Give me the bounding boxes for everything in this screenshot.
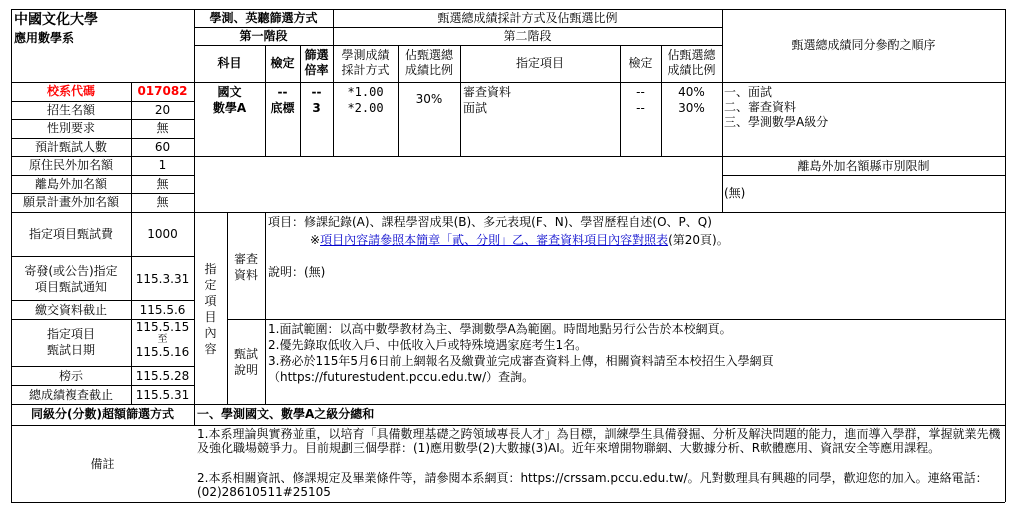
check-2: 底標 [270, 101, 295, 115]
subject-1: 國文 [217, 85, 242, 99]
stage2-item-1: 審查資料 [463, 85, 512, 99]
vertical-label-1: 指 [204, 262, 217, 276]
submit-deadline-label: 繳交資料截止 [34, 303, 107, 317]
expected-count-value: 60 [154, 140, 171, 154]
vertical-label-2: 定 [204, 278, 217, 292]
tie-order-1: 一、面試 [724, 85, 773, 99]
vertical-label-5: 內 [204, 326, 217, 340]
tie-order-3: 三、學測數學A級分 [724, 115, 829, 129]
review-desc: 說明：(無) [268, 265, 326, 279]
gender-value: 無 [156, 121, 169, 135]
island-limit-title: 離島外加名額縣市別限制 [797, 159, 930, 173]
vertical-label-6: 容 [204, 342, 217, 356]
quota-label: 招生名額 [46, 103, 95, 117]
gender-label: 性別要求 [46, 121, 95, 135]
island-limit-value: (無) [724, 186, 746, 200]
stage2-pct-1: 40% [678, 85, 705, 99]
ratio-1: -- [311, 85, 322, 99]
interview-label-2: 說明 [233, 363, 258, 377]
pct-line1: 佔甄選總 [404, 48, 453, 62]
review-label-1: 審查 [233, 252, 258, 266]
exam-date-end: 115.5.16 [135, 345, 190, 359]
review-note-link[interactable]: 項目內容請參照本簡章「貳、分則」乙、審查資料項目內容對照表 [320, 233, 669, 247]
tie-screen-label: 同級分(分數)超額篩選方式 [31, 407, 174, 421]
vertical-label-4: 目 [204, 310, 217, 324]
screen-ratio-line1: 篩選 [304, 48, 329, 62]
stage2-check-1: -- [636, 85, 645, 99]
test-calc-line2: 採計方式 [341, 63, 390, 77]
vision-value: 無 [156, 195, 169, 209]
screening-method-header: 學測、英聽篩選方式 [209, 11, 318, 25]
calc-2: *2.00 [347, 101, 384, 115]
result-label: 榜示 [58, 369, 83, 383]
pct-line2: 成績比例 [404, 63, 453, 77]
expected-count-label: 預計甄試人數 [34, 140, 107, 154]
remarks-label: 備註 [90, 457, 115, 471]
review-note-prefix: ※ [310, 233, 321, 247]
interview-line-1: 1.面試範圍：以高中數學教材為主、學測數學A為範圍。時間地點另行公告於本校網頁。 [268, 322, 732, 336]
quota-value: 20 [154, 103, 171, 117]
fee-label: 指定項目甄試費 [28, 227, 113, 241]
interview-line-4: （https://futurestudent.pccu.edu.tw/）查詢。 [268, 370, 535, 384]
stage2-pct: 30% [415, 92, 443, 106]
interview-line-2: 2.優先錄取低收入戶、中低收入戶或特殊境遇家庭考生1名。 [268, 338, 588, 352]
stage2-header: 第二階段 [503, 29, 552, 43]
test-calc-line1: 學測成績 [341, 48, 390, 62]
submit-deadline-value: 115.5.6 [139, 303, 186, 317]
exam-date-to: 至 [157, 334, 168, 345]
review-label-2: 資料 [233, 268, 258, 282]
exam-date-start: 115.5.15 [135, 320, 190, 334]
dept-name: 應用數學系 [14, 31, 75, 45]
ratio-2: 3 [312, 101, 321, 115]
interview-label-1: 甄試 [233, 347, 258, 361]
recheck-value: 115.5.31 [135, 388, 190, 402]
tie-screen-value: 一、學測國文、數學A之級分總和 [197, 407, 375, 421]
review-note [310, 233, 729, 247]
tie-order-2: 二、審查資料 [724, 100, 797, 114]
school-code-label: 校系代碼 [46, 84, 95, 98]
subject-header: 科目 [217, 56, 242, 70]
pct2-line1: 佔甄選總 [667, 48, 716, 62]
check2-header: 檢定 [628, 56, 653, 70]
island-label: 離島外加名額 [34, 177, 107, 191]
tie-order-header: 甄選總成績同分參酌之順序 [791, 38, 936, 52]
result-value: 115.5.28 [135, 369, 190, 383]
remarks-1: 1.本系理論與實務並重，以培育「具備數理基礎之跨領域專長人才」為目標，訓練學生具備發掘、分析及解決問題的能力，進而導入學群，掌握就業先機及強化職場競爭力。目前規劃三個學群：(1)應用數學(2)大數據(3)AI。近年來增開物聯網、大數據分析、R軟體應用、資訊安全等應用課程。 [197, 427, 1001, 455]
stage2-pct-2: 30% [678, 101, 705, 115]
vertical-label-3: 項 [204, 294, 217, 308]
vision-label: 願景計畫外加名額 [22, 195, 119, 209]
stage2-item-2: 面試 [463, 101, 488, 115]
remarks-2: 2.本系相關資訊、修課規定及畢業條件等，請參閱本系網頁：https://crssam.pccu.edu.tw/。凡對數理具有興趣的同學，歡迎您的加入。連絡電話：(02)28610511#25105 [197, 471, 988, 499]
review-note-suffix: (第20頁)。 [668, 233, 729, 247]
island-value: 無 [156, 177, 169, 191]
review-items: 項目：修課紀錄(A)、課程學習成果(B)、多元表現(F、N)、學習歷程自述(O、P、Q) [268, 215, 712, 229]
exam-date-label-1: 指定項目 [46, 327, 95, 341]
screen-ratio-line2: 倍率 [304, 63, 329, 77]
indigenous-value: 1 [158, 158, 167, 172]
stage1-header: 第一階段 [239, 29, 288, 43]
stage2-check-2: -- [636, 101, 645, 115]
notice-label-1: 寄發(或公告)指定 [24, 264, 118, 278]
total-calc-header: 甄選總成績採計方式及佔甄選比例 [437, 11, 618, 25]
recheck-label: 總成績複查截止 [28, 388, 113, 402]
pct2-line2: 成績比例 [667, 63, 716, 77]
calc-1: *1.00 [347, 85, 384, 99]
school-code-value: 017082 [137, 84, 188, 98]
fee-value: 1000 [147, 227, 178, 241]
notice-label-2: 項目甄試通知 [34, 280, 107, 294]
notice-value: 115.3.31 [135, 272, 190, 286]
subject-2: 數學A [212, 101, 247, 115]
check-1: -- [277, 85, 288, 99]
item-header: 指定項目 [515, 56, 564, 70]
interview-line-3: 3.務必於115年5月6日前上網報名及繳費並完成審查資料上傳，相關資料請至本校招生入學網頁 [268, 354, 774, 368]
check-header: 檢定 [270, 56, 295, 70]
indigenous-label: 原住民外加名額 [28, 158, 113, 172]
school-name: 中國文化大學 [14, 12, 98, 28]
exam-date-label-2: 甄試日期 [46, 343, 95, 357]
